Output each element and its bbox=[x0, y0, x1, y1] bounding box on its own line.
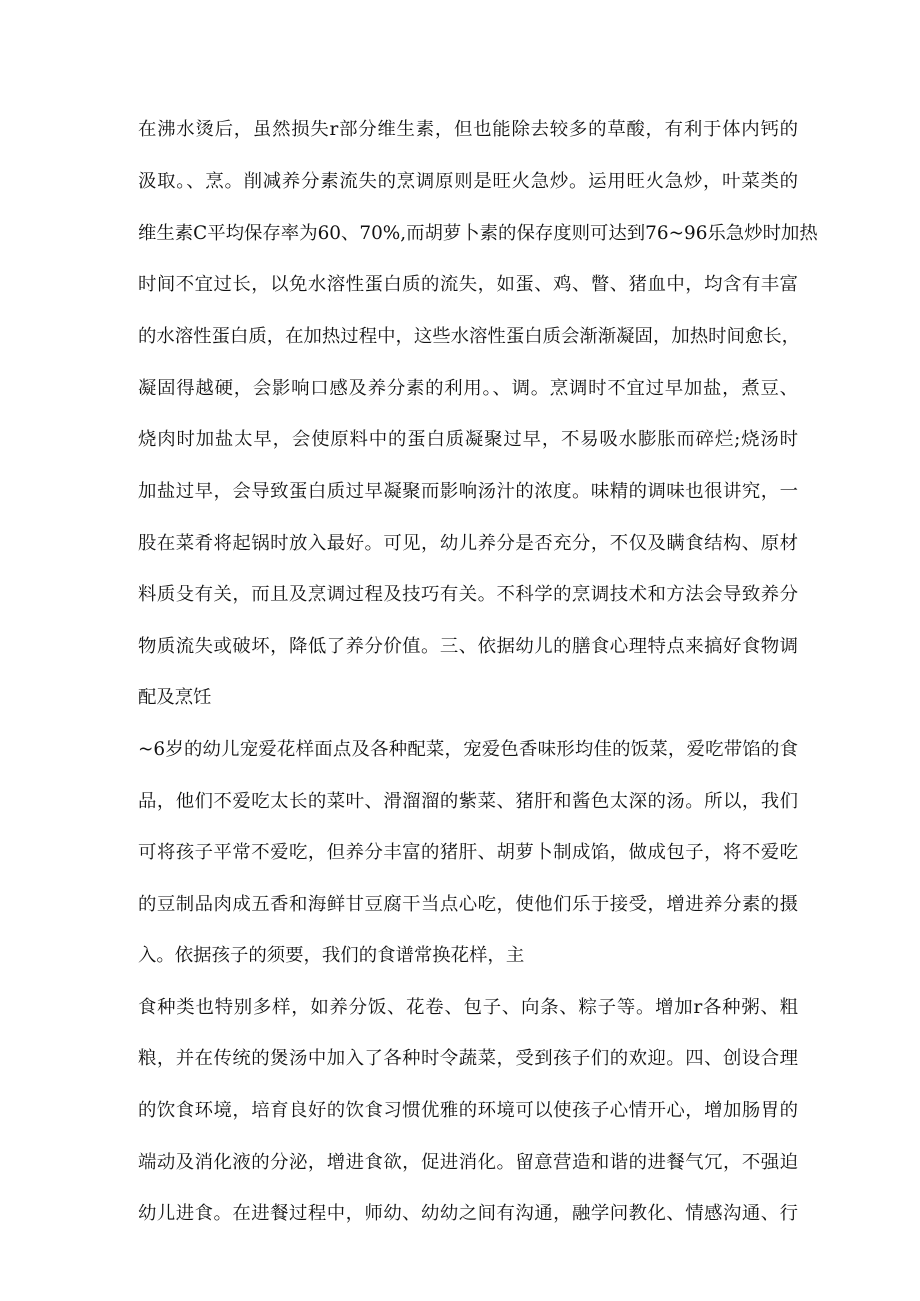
text-line-4: 时间不宜过长，以免水溶性蛋白质的流失，如蛋、鸡、瞥、猪血中，均含有丰富 bbox=[138, 274, 798, 295]
text-line-20: 的饮食环境，培育良好的饮食习惯优雅的环境可以使孩子心情开心，增加肠胃的 bbox=[138, 1100, 798, 1121]
text-line-22: 幼儿进食。在进餐过程中，师幼、幼幼之间有沟通，融学问教化、情感沟通、行 bbox=[138, 1203, 798, 1224]
text-line-10: 料质殳有关，而且及烹调过程及技巧有关。不科学的烹调技术和方法会导致养分 bbox=[138, 584, 798, 605]
text-line-11: 物质流失或破坏，降低了养分价值。三、依据幼儿的膳食心理特点来搞好食物调 bbox=[138, 636, 798, 657]
text-line-9: 股在菜肴将起锅时放入最好。可见，幼儿养分是否充分，不仅及瞒食结构、原材 bbox=[138, 533, 798, 554]
text-line-12: 配及烹饪 bbox=[138, 687, 212, 708]
text-line-17: 入。依据孩子的须要，我们的食谱常换花样，主 bbox=[138, 945, 525, 966]
text-line-7: 烧肉时加盐太早，会使原料中的蛋白质凝聚过早，不易吸水膨胀而碎烂;烧汤时 bbox=[138, 429, 798, 450]
text-line-2: 汲取。、烹。削减养分素流失的烹调原则是旺火急炒。运用旺火急炒，叶菜类的 bbox=[138, 171, 798, 192]
text-line-3: 维生素C平均保存率为60、70%,而胡萝卜素的保存度则可达到76~96乐急炒时加热 bbox=[138, 223, 818, 244]
text-line-18: 食种类也特别多样，如养分饭、花卷、包子、向条、粽子等。增加r各种粥、粗 bbox=[138, 997, 798, 1018]
text-line-14: 品，他们不爱吃太长的菜叶、滑溜溜的紫菜、猪肝和酱色太深的汤。所以，我们 bbox=[138, 791, 798, 812]
text-line-15: 可将孩子平常不爱吃，但养分丰富的猪肝、胡萝卜制成馅，做成包子，将不爱吃 bbox=[138, 842, 798, 863]
text-line-16: 的豆制品肉成五香和海鲜甘豆腐干当点心吃，使他们乐于接受，增进养分素的摄 bbox=[138, 894, 798, 915]
text-line-5: 的水溶性蛋白质，在加热过程中，这些水溶性蛋白质会渐渐凝固，加热时间愈长， bbox=[138, 326, 801, 347]
text-line-6: 凝固得越硬，会影响口感及养分素的利用。、调。烹调时不宜过早加盐，煮豆、 bbox=[138, 378, 798, 399]
text-line-8: 加盐过早，会导致蛋白质过早凝聚而影响汤汁的浓度。味精的调味也很讲究，一 bbox=[138, 481, 798, 502]
text-line-21: 端动及消化液的分泌，增进食欲，促进消化。留意营造和谐的进餐气冗，不强迫 bbox=[138, 1152, 798, 1173]
text-line-1: 在沸水烫后，虽然损失r部分维生素，但也能除去较多的草酸，有利于体内钙的 bbox=[138, 119, 798, 140]
text-line-19: 粮，并在传统的煲汤中加入了各种时令蔬菜，受到孩子们的欢迎。四、创设合理 bbox=[138, 1048, 798, 1069]
text-line-13: ~6岁的幼儿宠爱花样面点及各种配菜，宠爱色香味形均佳的饭菜，爱吃带馅的食 bbox=[138, 739, 798, 760]
